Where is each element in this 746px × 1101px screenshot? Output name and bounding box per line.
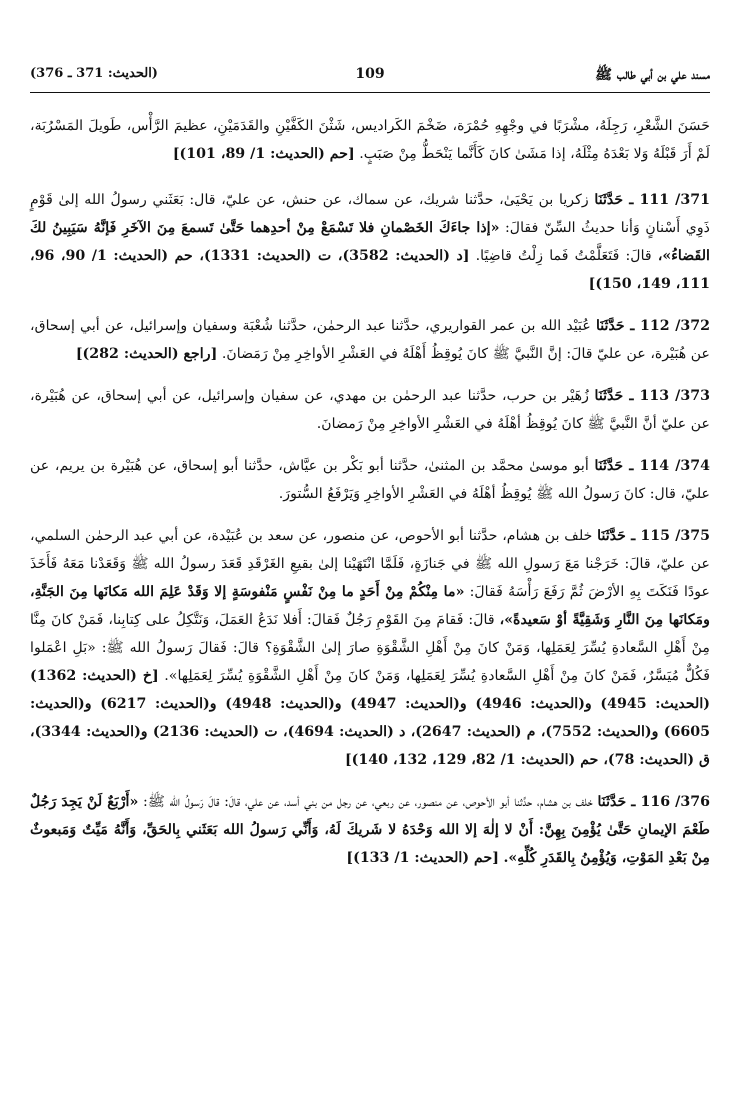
hadith-number: 376/ 116 ـ حَدَّثَنَا [597,794,710,810]
hadith-continuation [30,112,710,168]
hadith-range: (الحديث: 371 ـ 376) [30,66,158,81]
hadith-number: 375/ 115 ـ حَدَّثَنَا [597,528,710,544]
hadith-number: 372/ 112 ـ حَدَّثَنَا [595,318,710,334]
hadith-quote: «إذا جاءَكَ الخَصْمانِ فلا تَسْمَعْ مِنْ أحدِهما حَتَّىٰ تَسمعَ مِنَ الآخَرِ فَإنَّهُ سَيَبِينُ لكَ القَضاءُ»، [30,220,710,264]
page-number: 109 [355,66,385,82]
hadith-375 [30,522,710,774]
hadith-number: 371/ 111 ـ حَدَّثَنَا [594,192,710,208]
hadith-reference: [حم (الحديث: 1/ 133)] [346,850,499,866]
hadith-text: خلف بن هشام، حدَّثنا أبو الأحوص، عن منصور، عن سعد بن عُبَيْدة، عن أبي عبد الرحمٰن السلمي، عن عليّ، قالَ: خَرَجْنا مَعَ رَسولِ الله ﷺ في جَنازَةٍ، فَلَمَّا انْتَهَيْنا إلىٰ بقيعِ الغَرْقَدِ قَعَدَ رسولُ الله ﷺ وَقَعَدْنا مَعَهُ فَأَخَذَ عودًا فَنَكَتَ بِهِ الأرْضَ ثُمَّ رَفَعَ رَأْسَهُ فَقالَ: [30,528,711,600]
hadith-reference: [حم (الحديث: 1/ 89، 101)] [172,146,355,162]
hadith-reference: [راجع (الحديث: 282)] [75,346,218,362]
hadith-reference: [د (الحديث: 3582)، ت (الحديث: 1331)، حم (الحديث: 1/ 90، 96، 111، 149، 150)] [30,248,710,292]
hadith-quote: «أَرْبَعٌ لَنْ يَجِدَ رَجُلٌ طَعْمَ الإيمانِ حَتَّىٰ يُؤْمِنَ بِهِنَّ: أَنْ لا إلٰهَ إلا الله وَحْدَهُ لا شَريكَ لَهُ، وَأَنِّي رَسولُ الله بَعَثَني بِالحَقِّ، وَأَنَّهُ مَيِّتٌ وَمَبعوثٌ مِنْ بَعْدِ المَوْتِ، وَيُؤْمِنُ بِالقَدَرِ كُلِّهِ». [30,794,710,866]
hadith-text: زكريا بن يَحْيَىٰ، حدَّثنا شريك، عن سماك، عن حنش، عن عليّ، قال: بَعَثَني رسولُ الله إلىٰ قَوْمٍ ذَوِي أَسْنانٍ وَأنا حديثُ السِّنّ فقالَ: [30,192,710,236]
hadith-text: حَسَنَ الشَّعْرِ، رَجِلَهُ، مشْرَبًا في وجْهِهِ حُمْرَة، ضَخْمَ الكَراديس، شَثْنَ الكَفَّيْنِ والقَدَمَيْنِ، عظيمَ الرَّأْس، طَويلَ المَسْرُبَة، لَمْ أَرَ قَبْلَهُ وَلا بَعْدَهُ مِثْلَهُ، إذا مَشَىٰ كانَ كَأَنَّما يَنْحَطُّ مِنْ صَبَبٍ. [30,118,710,162]
hadith-tail: قالَ: فَتَعَلَّمْتُ فَما زِلْتُ قاضِيًا. [475,248,652,264]
book-title: مسند علي بن أبي طالب ﷺ [595,67,710,83]
hadith-quote: «ما مِنْكُمْ مِنْ أَحَدٍ ما مِنْ نَفْسٍ مَنْفوسَةٍ إلا وَقَدْ عَلِمَ الله مَكانَها مِنَ الجَنَّةِ، ومَكانَها مِنَ النَّارِ وَشَقِيَّةً أوْ سَعيدةً»، [30,584,711,628]
hadith-number: 374/ 114 ـ حَدَّثَنَا [594,458,710,474]
hadith-376 [30,788,710,872]
page-header [30,66,710,93]
hadith-374 [30,452,710,508]
hadith-text: عُبَيْد الله بن عمر القواريري، حدَّثنا عبد الرحمٰن، حدَّثنا شُعْبَة وسفيان وإسرائيل، عن أبي إسحاق، عن هُبَيْرة، عن عليّ قالَ: إنَّ النَّبيَّ ﷺ كانَ يُوقِظُ أَهْلَهُ في العَشْرِ الأواخِرِ مِنْ رَمَضانَ. [30,318,710,362]
page-body [30,112,710,886]
hadith-text: زُهَيْر بن حرب، حدَّثنا عبد الرحمٰن بن مهدي، عن سفيان وإسرائيل، عن أبي إسحاق، عن هُبَيْرة، عن عليّ أنَّ النَّبيَّ ﷺ كانَ يُوقِظُ أهْلَهُ في العَشْرِ الأواخِرِ مِنْ رَمضانَ. [30,388,710,432]
hadith-text: خلف بن هشام، حدَّثنا أبو الأحوص، عن منصور، عن ربعي، عن رجل من بني أسد، عن علي، قالَ: قالَ رَسولُ الله ﷺ: [142,794,593,810]
hadith-number: 373/ 113 ـ حَدَّثَنَا [594,388,710,404]
hadith-tail: قالَ: فَقامَ مِنَ القَوْمِ رَجُلٌ فَقالَ: أَفلا نَدَعُ العَمَلَ، وَنَتَّكِلُ على كِتابِنا، فَمَنْ كانَ مِنَّا مِنْ أَهْلِ السَّعادةِ يُسِّرَ لِعَمَلِها، وَمَنْ كانَ مِنْ أَهْلِ الشَّقْوَةِ صارَ إلىٰ الشَّقْوَةِ؟ قالَ: فَقالَ رَسولُ الله ﷺ: «بَلِ اعْمَلوا فَكُلٌّ مُيَسَّرٌ، فَمَنْ كانَ مِنْ أَهْلِ السَّعادةِ يُسِّرَ لِعَمَلِها، وَمَنْ كانَ مِنْ أَهْلِ الشَّقْوَةِ يُسِّرَ لِعَمَلِها». [30,612,711,684]
hadith-373 [30,382,710,438]
hadith-text: أبو موسىٰ محمَّد بن المثنىٰ، حدَّثنا أبو بَكْر بن عيَّاش، حدَّثنا أبو إسحاق، عن هُبَيْرة بن يريم، عن عليّ، قال: كانَ رَسولُ الله ﷺ يُوقِظُ أهْلَهُ في العَشْرِ الأواخِرِ وَيَرْفَعُ السُّتورَ. [30,458,710,502]
hadith-371 [30,186,710,298]
hadith-reference: [خ (الحديث: 1362) (الحديث: 4945) و(الحديث: 4946) و(الحديث: 4947) و(الحديث: 4948) و(الحديث: 6217) و(الحديث: 6605) و(الحديث: 7552)، م (الحديث: 2647)، د (الحديث: 4694)، ت (الحديث: 2136) و(الحديث: 3344)، ق (الحديث: 78)، حم (الحديث: 1/ 82، 129، 132، 140)] [30,668,710,768]
hadith-372 [30,312,710,368]
